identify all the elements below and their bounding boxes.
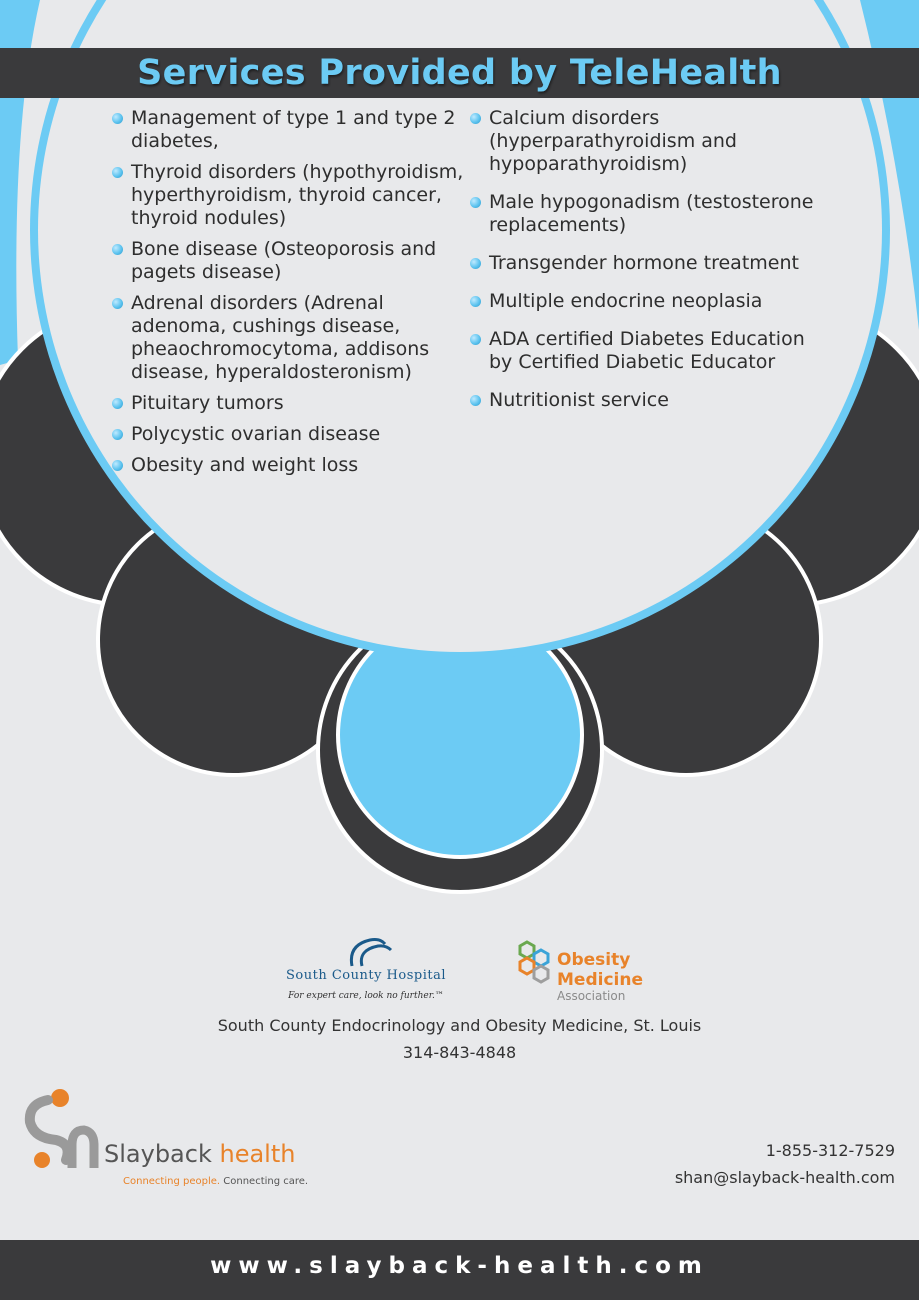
clinic-name: South County Endocrinology and Obesity Medicine, St. Louis (217, 1016, 702, 1035)
service-item: Bone disease (Osteoporosis and pagets disease) (112, 238, 468, 284)
services-list-right (470, 107, 830, 412)
service-item: Management of type 1 and type 2 diabetes, (112, 107, 468, 153)
service-item: Thyroid disorders (hypothyroidism, hyperthyroidism, thyroid cancer, thyroid nodules) (112, 161, 468, 230)
south-county-name: South County Hospital (286, 968, 446, 983)
bullet-icon (112, 167, 123, 178)
contact-phone: 1-855-312-7529 (765, 1141, 895, 1160)
bullet-icon (470, 197, 481, 208)
bullet-icon (112, 298, 123, 309)
bullet-icon (112, 398, 123, 409)
oma-line3: Association (557, 989, 626, 1003)
service-item: Pituitary tumors (112, 392, 468, 415)
oma-line1: Obesity (557, 950, 631, 970)
page-title: Services Provided by TeleHealth (137, 53, 782, 93)
contact-email: shan@slayback-health.com (674, 1168, 895, 1187)
bullet-icon (112, 460, 123, 471)
service-item: Calcium disorders (hyperparathyroidism and hypoparathyroidism) (470, 107, 830, 176)
bullet-icon (470, 395, 481, 406)
bullet-icon (470, 258, 481, 269)
service-item: Multiple endocrine neoplasia (470, 290, 830, 313)
bullet-icon (112, 244, 123, 255)
services-list-left (112, 107, 468, 477)
bullet-icon (112, 113, 123, 124)
bullet-icon (470, 296, 481, 307)
bullet-icon (112, 429, 123, 440)
south-county-logo (268, 938, 464, 1008)
service-item: Polycystic ovarian disease (112, 423, 468, 446)
website-url: www.slayback-health.com (210, 1253, 709, 1279)
slayback-logo (22, 1085, 322, 1195)
oma-line2: Medicine (557, 970, 643, 990)
footer-bar (0, 1240, 919, 1300)
service-item: Male hypogonadism (testosterone replacements) (470, 191, 830, 237)
slayback-brand: Slayback health (104, 1140, 296, 1168)
service-item: Transgender hormone treatment (470, 252, 830, 275)
service-item: Nutritionist service (470, 389, 830, 412)
oma-logo (515, 938, 665, 1008)
service-item: Obesity and weight loss (112, 454, 468, 477)
service-item: ADA certified Diabetes Education by Certified Diabetic Educator (470, 328, 830, 374)
bullet-icon (470, 334, 481, 345)
clinic-phone: 314-843-4848 (402, 1043, 517, 1062)
bullet-icon (470, 113, 481, 124)
south-county-tagline: For expert care, look no further.™ (288, 991, 444, 1001)
slayback-tagline: Connecting people. Connecting care. (123, 1176, 309, 1187)
service-item: Adrenal disorders (Adrenal adenoma, cushings disease, pheaochromocytoma, addisons disease, hyperaldosteronism) (112, 292, 468, 384)
